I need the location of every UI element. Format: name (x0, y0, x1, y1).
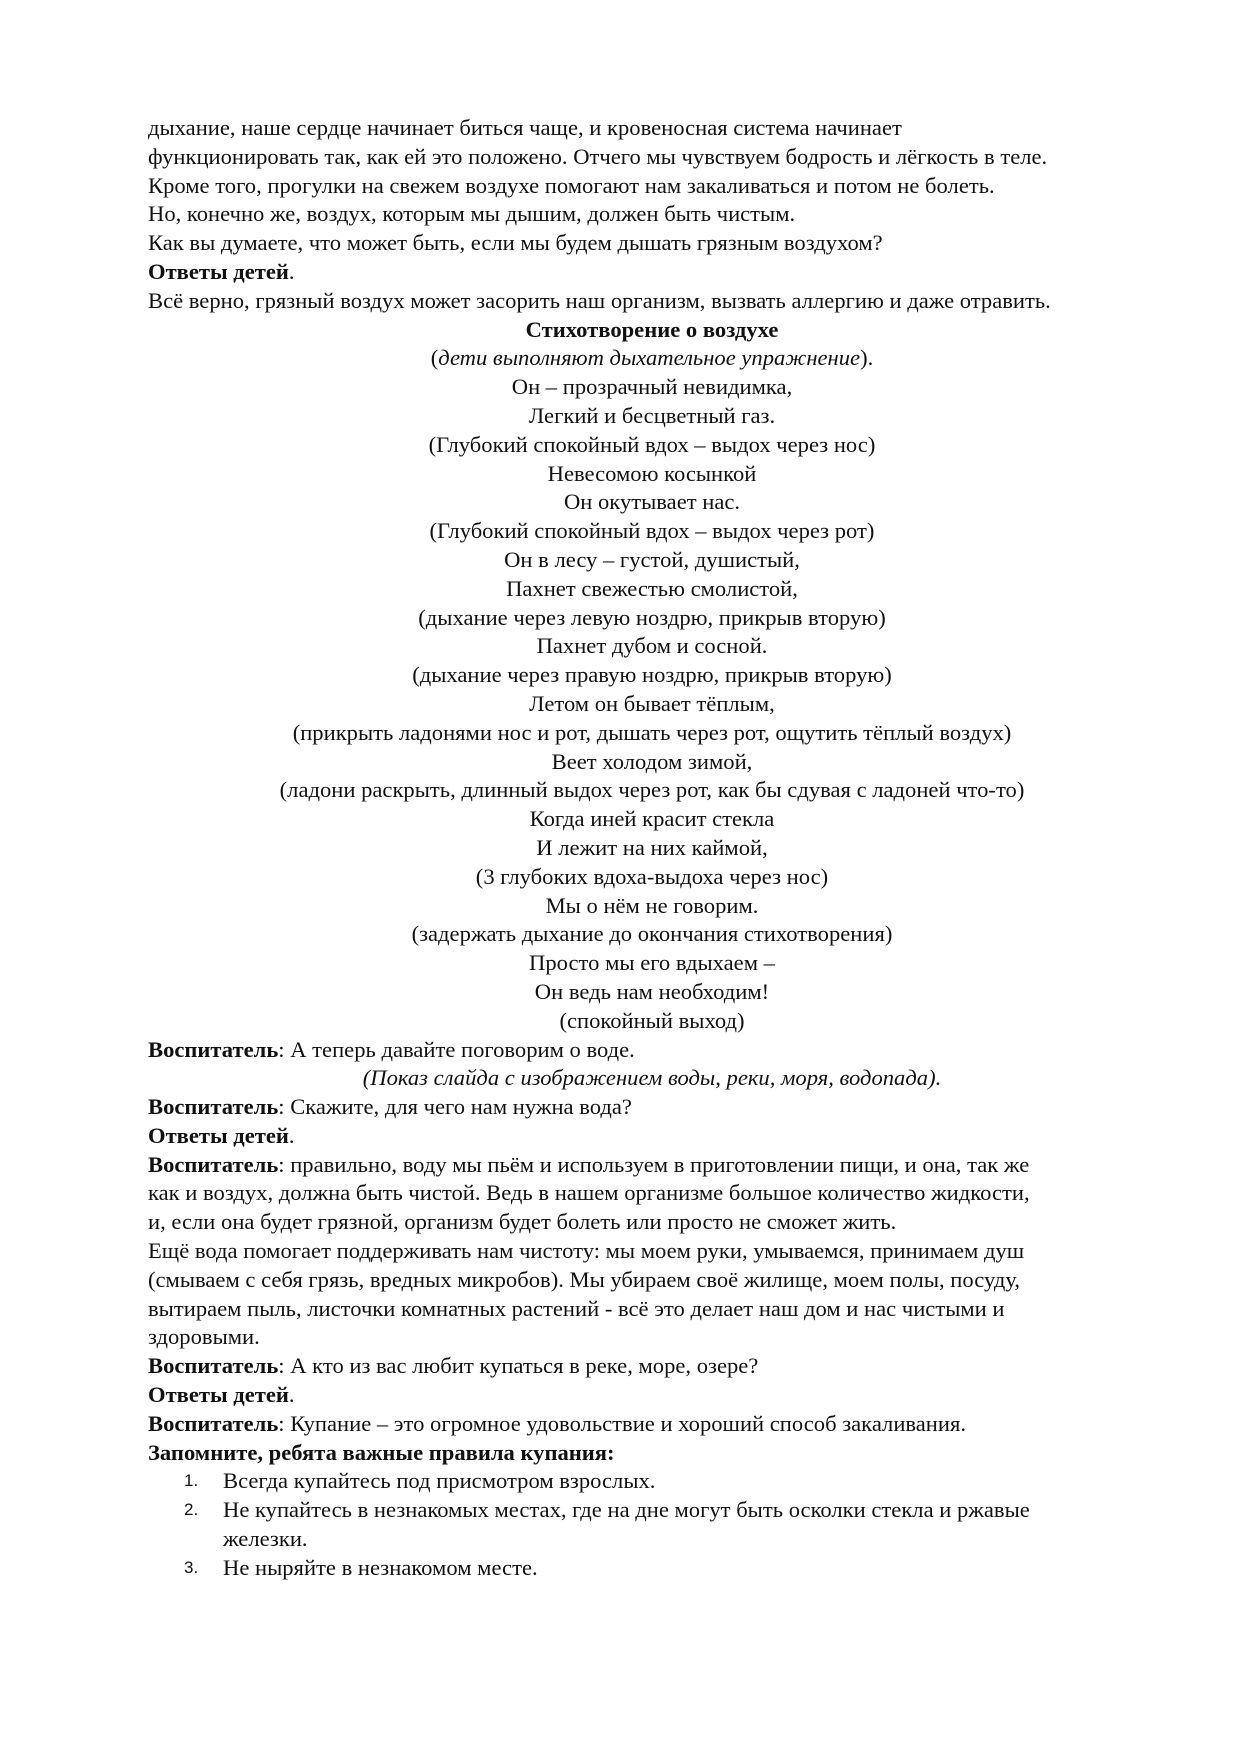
poem-line: Он в лесу – густой, душистый, (504, 546, 800, 572)
rules-list (148, 1467, 1156, 1582)
rule-text: Не купайтесь в незнакомых местах, где на дне могут быть осколки стекла и ржавые (223, 1497, 1030, 1523)
poem-line: Пахнет дубом и сосной. (536, 633, 768, 659)
poem-line: Он окутывает нас. (563, 489, 741, 515)
body-line: здоровыми. (148, 1324, 260, 1350)
teacher-line: Воспитатель: Скажите, для чего нам нужна вода? (148, 1094, 632, 1120)
poem-direction: (дыхание через левую ноздрю, прикрыв вторую) (418, 604, 886, 630)
rule-text: Всегда купайтесь под присмотром взрослых. (223, 1468, 656, 1494)
slide-note: (Показ слайда с изображением воды, реки, моря, водопада). (362, 1065, 942, 1091)
teacher-label: Воспитатель (148, 1353, 279, 1379)
children-answers: Ответы детей. (148, 1122, 295, 1148)
rule-text: железки. (223, 1526, 308, 1552)
body-line: как и воздух, должна быть чистой. Ведь в нашем организме большое количество жидкости, (148, 1180, 1030, 1206)
teacher-label: Воспитатель (148, 1036, 279, 1062)
poem-line: Мы о нём не говорим. (545, 892, 759, 918)
poem-line: Невесомою косынкой (547, 460, 757, 486)
poem-instruction-text: дети выполняют дыхательное упражнение (438, 345, 861, 371)
poem-instruction: (дети выполняют дыхательное упражнение). (430, 345, 874, 371)
teacher-line: Воспитатель: А кто из вас любит купаться в реке, море, озере? (148, 1353, 759, 1379)
intro-line: Как вы думаете, что может быть, если мы будем дышать грязным воздухом? (148, 230, 883, 256)
answers-label: Ответы детей (148, 258, 289, 284)
teacher-text: А теперь давайте поговорим о воде. (290, 1036, 635, 1062)
intro-line: Но, конечно же, воздух, которым мы дышим, должен быть чистым. (148, 201, 796, 227)
poem-title: Стихотворение о воздухе (525, 316, 779, 342)
poem-line: Веет холодом зимой, (551, 748, 753, 774)
intro-line: дыхание, наше сердце начинает биться чаще, и кровеносная система начинает (148, 115, 902, 140)
poem-line: И лежит на них каймой, (536, 834, 768, 860)
teacher-label: Воспитатель (148, 1151, 279, 1177)
rule-item (148, 1496, 1156, 1525)
teacher-label: Воспитатель (148, 1094, 279, 1120)
poem-direction: (прикрыть ладонями нос и рот, дышать через рот, ощутить тёплый воздух) (292, 719, 1012, 745)
body-line: вытираем пыль, листочки комнатных растений - всё это делает наш дом и нас чистыми и (148, 1295, 1005, 1321)
teacher-text: А кто из вас любит купаться в реке, море, озере? (290, 1353, 759, 1379)
rule-item (148, 1525, 1156, 1554)
poem-line: Просто мы его вдыхаем – (529, 950, 775, 976)
teacher-line: Воспитатель: А теперь давайте поговорим о воде. (148, 1036, 635, 1062)
body-line: и, если она будет грязной, организм будет болеть или просто не сможет жить. (148, 1209, 897, 1235)
poem-line: Пахнет свежестью смолистой, (506, 575, 798, 601)
intro-line: Кроме того, прогулки на свежем воздухе помогают нам закаливаться и потом не болеть. (148, 172, 995, 198)
teacher-line: Воспитатель: Купание – это огромное удовольствие и хороший способ закаливания. (148, 1410, 967, 1436)
poem-direction: (спокойный выход) (559, 1007, 745, 1033)
body-line: Ещё вода помогает поддерживать нам чистоту: мы моем руки, умываемся, принимаем душ (148, 1238, 1025, 1264)
teacher-text: Скажите, для чего нам нужна вода? (290, 1094, 632, 1120)
poem-line: Когда иней красит стекла (529, 806, 775, 832)
poem-direction: (Глубокий спокойный вдох – выдох через рот) (429, 518, 875, 544)
poem-direction: (Глубокий спокойный вдох – выдох через нос) (428, 431, 876, 457)
intro-conclusion: Всё верно, грязный воздух может засорить наш организм, вызвать аллергию и даже отравить. (148, 287, 1051, 313)
children-answers: Ответы детей. (148, 258, 295, 284)
body-line: (смываем с себя грязь, вредных микробов). Мы убираем своё жилище, моем полы, посуду, (148, 1266, 1021, 1292)
poem-line: Он ведь нам необходим! (534, 978, 770, 1004)
teacher-text: Купание – это огромное удовольствие и хороший способ закаливания. (290, 1410, 967, 1436)
answers-label: Ответы детей (148, 1122, 289, 1148)
poem-direction: (задержать дыхание до окончания стихотворения) (411, 921, 893, 947)
rule-item (148, 1467, 1156, 1496)
poem-lines (148, 373, 1156, 1035)
rule-number: 2. (184, 1500, 199, 1520)
rule-number: 3. (184, 1557, 199, 1577)
poem-direction: (3 глубоких вдоха-выдоха через нос) (475, 863, 829, 889)
poem-line: Легкий и бесцветный газ. (528, 402, 776, 428)
rule-text: Не ныряйте в незнакомом месте. (223, 1554, 538, 1580)
poem-direction: (дыхание через правую ноздрю, прикрыв вторую) (412, 662, 892, 688)
rules-title: Запомните, ребята важные правила купания: (148, 1439, 615, 1465)
document-page (148, 114, 1156, 1583)
poem-direction: (ладони раскрыть, длинный выдох через рот, как бы сдувая с ладоней что-то) (279, 777, 1025, 803)
teacher-line: Воспитатель: правильно, воду мы пьём и используем в приготовлении пищи, и она, так же (148, 1151, 1030, 1177)
answers-label: Ответы детей (148, 1382, 289, 1408)
rule-number: 1. (184, 1471, 199, 1491)
rule-item (148, 1554, 1156, 1583)
children-answers: Ответы детей. (148, 1382, 295, 1408)
poem-line: Он – прозрачный невидимка, (511, 374, 793, 400)
teacher-label: Воспитатель (148, 1410, 279, 1436)
intro-line: функционировать так, как ей это положено. Отчего мы чувствуем бодрость и лёгкость в теле. (148, 143, 1048, 169)
teacher-text: правильно, воду мы пьём и используем в приготовлении пищи, и она, так же (290, 1151, 1030, 1177)
poem-line: Летом он бывает тёплым, (529, 690, 775, 716)
